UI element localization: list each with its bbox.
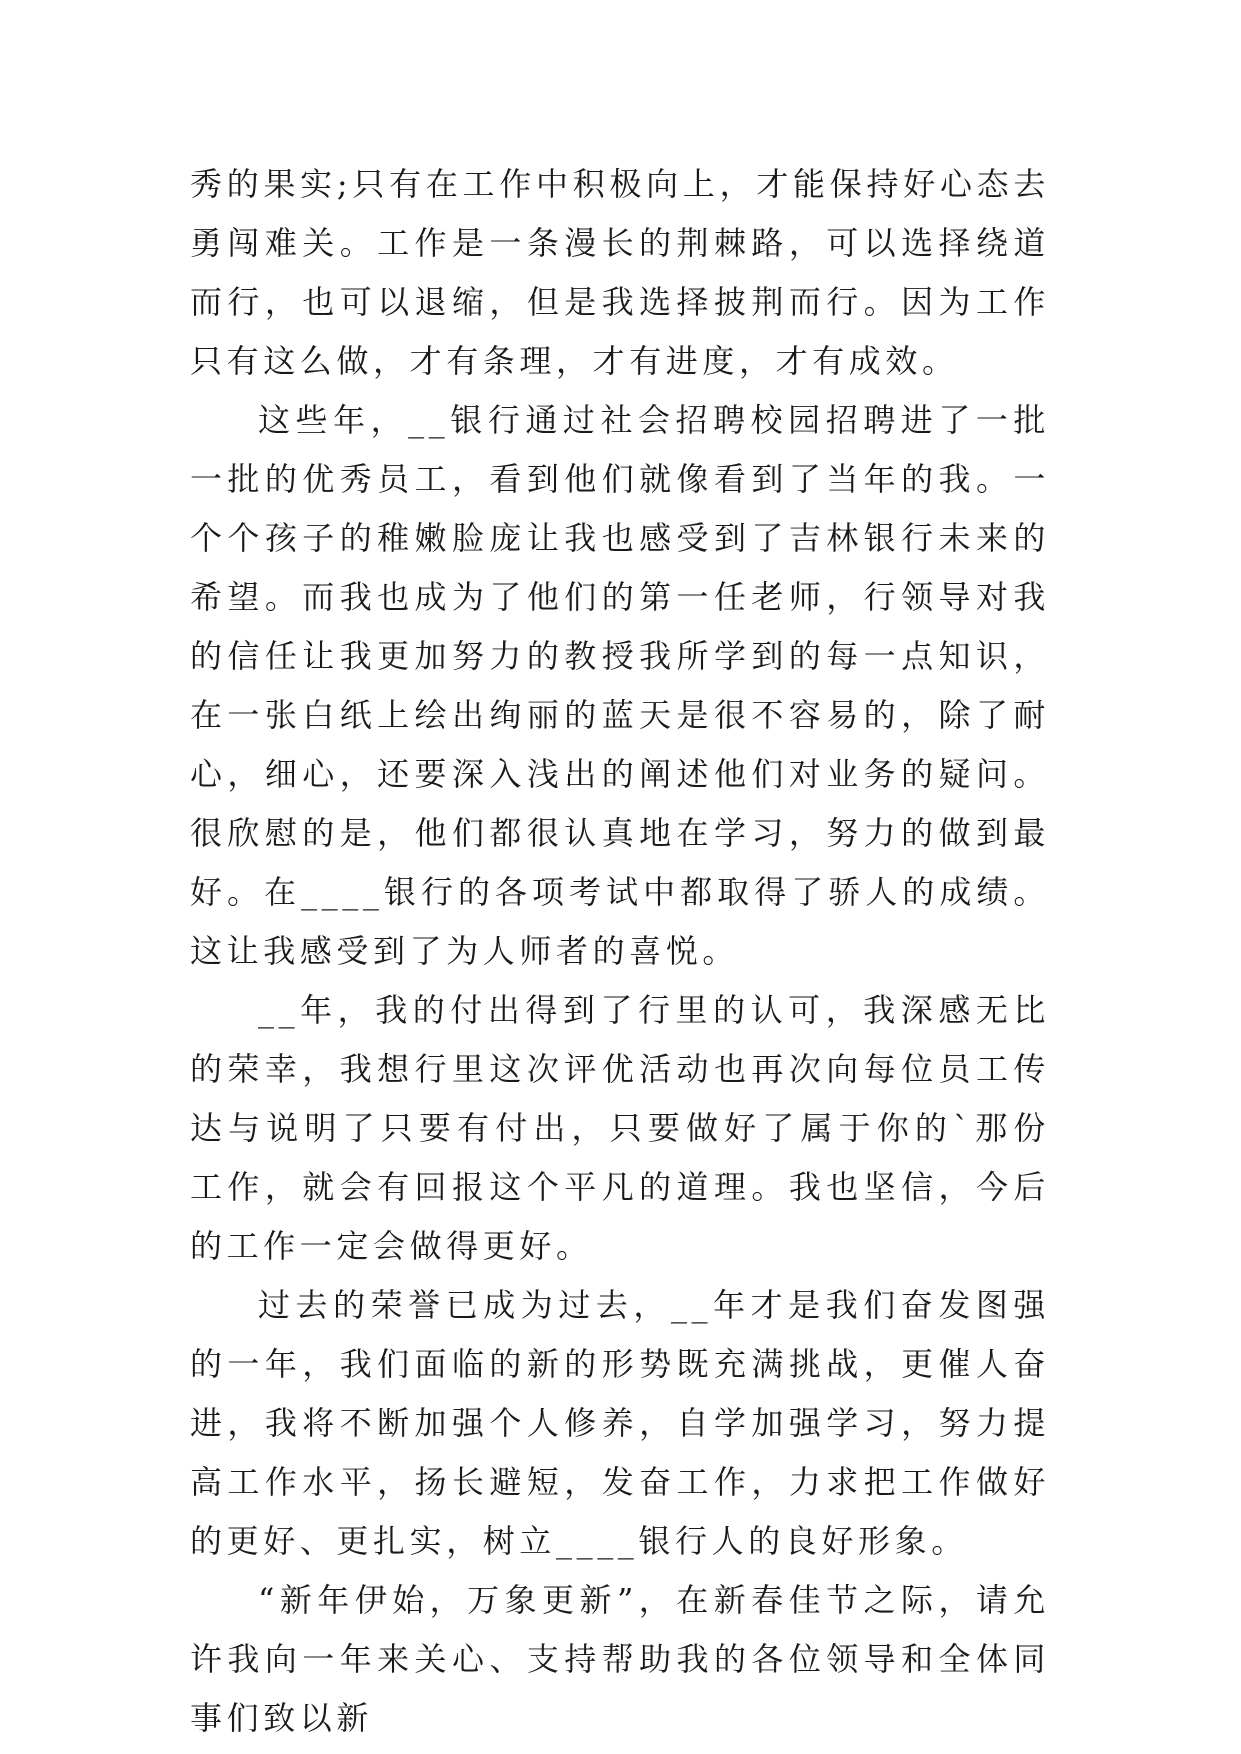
paragraph-5: “新年伊始，万象更新”，在新春佳节之际，请允许我向一年来关心、支持帮助我的各位领导和全体同事们致以新 <box>190 1581 1050 1737</box>
paragraph-2: 这些年，__银行通过社会招聘校园招聘进了一批一批的优秀员工，看到他们就像看到了当年的我。一个个孩子的稚嫩脸庞让我也感受到了吉林银行未来的希望。而我也成为了他们的第一任老师，行领导对我的信任让我更加努力的教授我所学到的每一点知识，在一张白纸上绘出绚丽的蓝天是很不容易的，除了耐心，细心，还要深入浅出的阐述他们对业务的疑问。很欣慰的是，他们都很认真地在学习，努力的做到最好。在____银行的各项考试中都取得了骄人的成绩。这让我感受到了为人师者的喜悦。 <box>190 401 1050 970</box>
document-body <box>190 155 1050 1748</box>
paragraph-3: __年，我的付出得到了行里的认可，我深感无比的荣幸，我想行里这次评优活动也再次向每位员工传达与说明了只要有付出，只要做好了属于你的`那份工作，就会有回报这个平凡的道理。我也坚信，今后的工作一定会做得更好。 <box>190 991 1050 1265</box>
paragraph-4: 过去的荣誉已成为过去，__年才是我们奋发图强的一年，我们面临的新的形势既充满挑战，更催人奋进，我将不断加强个人修养，自学加强学习，努力提高工作水平，扬长避短，发奋工作，力求把工作做好的更好、更扎实，树立____银行人的良好形象。 <box>190 1286 1050 1560</box>
paragraph-1: 秀的果实;只有在工作中积极向上，才能保持好心态去勇闯难关。工作是一条漫长的荆棘路，可以选择绕道而行，也可以退缩，但是我选择披荆而行。因为工作只有这么做，才有条理，才有进度，才有成效。 <box>190 165 1050 380</box>
